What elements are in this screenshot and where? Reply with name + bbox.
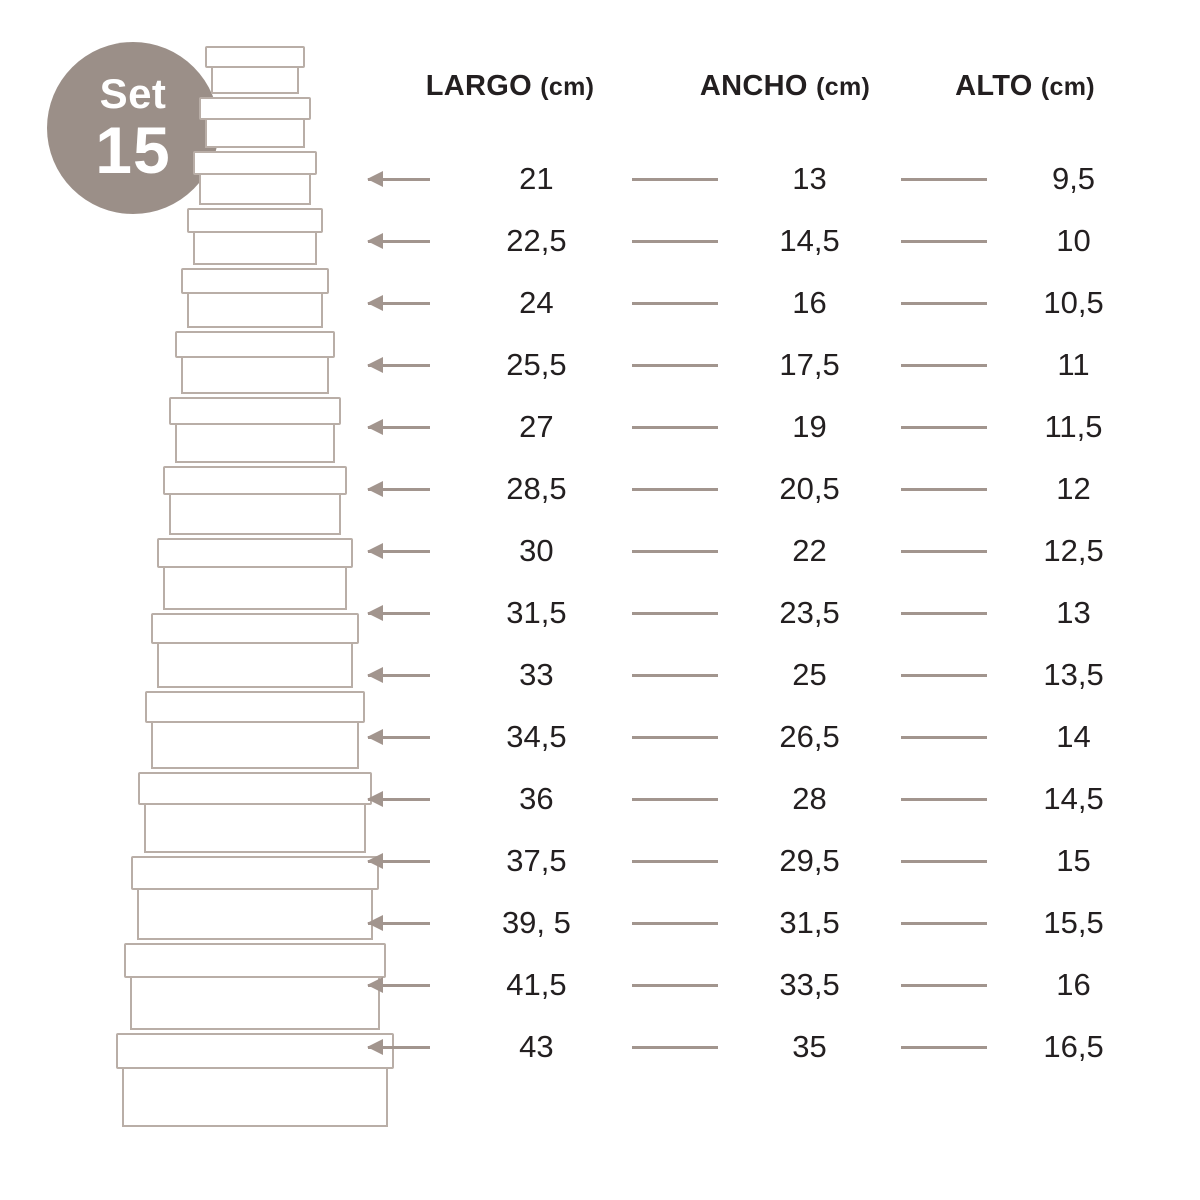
row-arrow-icon	[360, 240, 441, 243]
column-header-largo	[360, 70, 660, 103]
cell-alto: 9,5	[1051, 161, 1096, 196]
cell-largo: 33	[519, 657, 554, 692]
box-body	[144, 805, 366, 853]
table-row	[360, 954, 1160, 1016]
table-row	[360, 396, 1160, 458]
cell-largo: 41,5	[506, 967, 567, 1002]
cell-ancho: 25	[792, 657, 827, 692]
cell-ancho: 16	[792, 285, 827, 320]
connector-line	[632, 1046, 718, 1049]
cell-largo: 30	[519, 533, 554, 568]
box-lid	[145, 691, 365, 723]
box-body	[187, 294, 323, 328]
table-row	[360, 210, 1160, 272]
box-body	[199, 175, 311, 205]
column-header-largo-unit: (cm)	[540, 73, 595, 101]
box-lid	[124, 943, 386, 978]
box-lid	[169, 397, 341, 425]
connector-line	[901, 550, 987, 553]
row-arrow-icon	[360, 984, 441, 987]
row-arrow-icon	[360, 612, 441, 615]
connector-line	[901, 736, 987, 739]
box-body	[122, 1069, 388, 1127]
cell-largo: 39, 5	[501, 905, 571, 940]
table-header-row	[360, 70, 1160, 136]
connector-line	[632, 178, 718, 181]
connector-line	[901, 364, 987, 367]
cell-largo: 21	[519, 161, 554, 196]
connector-line	[901, 1046, 987, 1049]
box-body	[205, 120, 305, 148]
table-row	[360, 644, 1160, 706]
connector-line	[632, 860, 718, 863]
table-row	[360, 830, 1160, 892]
cell-alto: 15	[1056, 843, 1091, 878]
box-lid	[116, 1033, 394, 1069]
connector-line	[901, 240, 987, 243]
row-arrow-icon	[360, 178, 441, 181]
box-lid	[181, 268, 329, 294]
table-row	[360, 334, 1160, 396]
box-lid	[187, 208, 323, 233]
cell-ancho: 19	[792, 409, 827, 444]
row-arrow-icon	[360, 674, 441, 677]
cell-ancho: 26,5	[779, 719, 840, 754]
box-lid	[151, 613, 359, 644]
row-arrow-icon	[360, 488, 441, 491]
row-arrow-icon	[360, 922, 441, 925]
cell-alto: 16,5	[1043, 1029, 1104, 1064]
table-row	[360, 1016, 1160, 1078]
cell-ancho: 13	[792, 161, 827, 196]
box-lid	[175, 331, 335, 358]
row-arrow-icon	[360, 736, 441, 739]
set-badge-count: 15	[95, 113, 171, 187]
cell-largo: 31,5	[506, 595, 567, 630]
cell-ancho: 29,5	[779, 843, 840, 878]
box-body	[157, 644, 353, 688]
cell-largo: 28,5	[506, 471, 567, 506]
column-header-largo-text: LARGO	[425, 70, 532, 102]
box-body	[151, 723, 359, 769]
dimensions-table	[360, 70, 1160, 1078]
box-body	[193, 233, 317, 265]
connector-line	[901, 178, 987, 181]
box-lid	[199, 97, 311, 120]
cell-alto: 11,5	[1044, 409, 1103, 444]
box-body	[211, 68, 299, 94]
cell-alto: 15,5	[1043, 905, 1104, 940]
connector-line	[632, 736, 718, 739]
table-row	[360, 520, 1160, 582]
box-lid	[193, 151, 317, 175]
connector-line	[632, 550, 718, 553]
column-header-ancho	[660, 70, 910, 103]
cell-alto: 14,5	[1043, 781, 1104, 816]
table-row	[360, 458, 1160, 520]
connector-line	[901, 302, 987, 305]
box-lid	[131, 856, 379, 890]
cell-ancho: 20,5	[779, 471, 840, 506]
connector-line	[632, 674, 718, 677]
box-body	[175, 425, 335, 463]
table-row	[360, 706, 1160, 768]
connector-line	[632, 302, 718, 305]
row-arrow-icon	[360, 798, 441, 801]
cell-alto: 10,5	[1043, 285, 1104, 320]
connector-line	[632, 798, 718, 801]
cell-largo: 37,5	[506, 843, 567, 878]
connector-line	[632, 364, 718, 367]
cell-largo: 43	[519, 1029, 554, 1064]
cell-largo: 34,5	[506, 719, 567, 754]
connector-line	[632, 426, 718, 429]
box-lid	[157, 538, 353, 568]
row-arrow-icon	[360, 1046, 441, 1049]
cell-largo: 25,5	[506, 347, 567, 382]
connector-line	[901, 612, 987, 615]
cell-ancho: 28	[792, 781, 827, 816]
table-row	[360, 892, 1160, 954]
connector-line	[632, 612, 718, 615]
cell-alto: 13	[1056, 595, 1091, 630]
box-lid	[205, 46, 305, 68]
row-arrow-icon	[360, 364, 441, 367]
connector-line	[901, 922, 987, 925]
column-header-alto-text: ALTO	[955, 70, 1033, 102]
box-lid	[138, 772, 372, 805]
box-body	[130, 978, 380, 1030]
connector-line	[632, 984, 718, 987]
cell-largo: 36	[519, 781, 554, 816]
cell-alto: 13,5	[1043, 657, 1104, 692]
connector-line	[632, 488, 718, 491]
box-body	[169, 495, 341, 535]
row-arrow-icon	[360, 550, 441, 553]
connector-line	[632, 922, 718, 925]
box-body	[181, 358, 329, 394]
cell-alto: 10	[1056, 223, 1091, 258]
cell-ancho: 35	[792, 1029, 827, 1064]
connector-line	[632, 240, 718, 243]
table-row	[360, 768, 1160, 830]
table-rows	[360, 148, 1160, 1078]
cell-ancho: 33,5	[779, 967, 840, 1002]
table-row	[360, 582, 1160, 644]
cell-ancho: 14,5	[779, 223, 840, 258]
cell-alto: 12,5	[1043, 533, 1104, 568]
connector-line	[901, 798, 987, 801]
box-lid	[163, 466, 347, 495]
column-header-ancho-unit: (cm)	[816, 73, 871, 101]
connector-line	[901, 674, 987, 677]
cell-alto: 16	[1056, 967, 1091, 1002]
connector-line	[901, 984, 987, 987]
column-header-alto-unit: (cm)	[1040, 73, 1095, 101]
box-body	[163, 568, 347, 610]
cell-alto: 11	[1057, 347, 1090, 382]
cell-ancho: 22	[792, 533, 827, 568]
row-arrow-icon	[360, 426, 441, 429]
table-row	[360, 148, 1160, 210]
connector-line	[901, 488, 987, 491]
cell-ancho: 31,5	[779, 905, 840, 940]
cell-largo: 24	[519, 285, 554, 320]
row-arrow-icon	[360, 302, 441, 305]
column-header-alto	[910, 70, 1140, 103]
connector-line	[901, 426, 987, 429]
cell-largo: 27	[519, 409, 554, 444]
column-header-ancho-text: ANCHO	[699, 70, 808, 102]
cell-largo: 22,5	[506, 223, 567, 258]
cell-alto: 14	[1056, 719, 1091, 754]
set-badge-label: Set	[99, 70, 167, 117]
row-arrow-icon	[360, 860, 441, 863]
table-row	[360, 272, 1160, 334]
cell-ancho: 17,5	[779, 347, 840, 382]
connector-line	[901, 860, 987, 863]
box-body	[137, 890, 373, 940]
cell-ancho: 23,5	[779, 595, 840, 630]
cell-alto: 12	[1056, 471, 1091, 506]
